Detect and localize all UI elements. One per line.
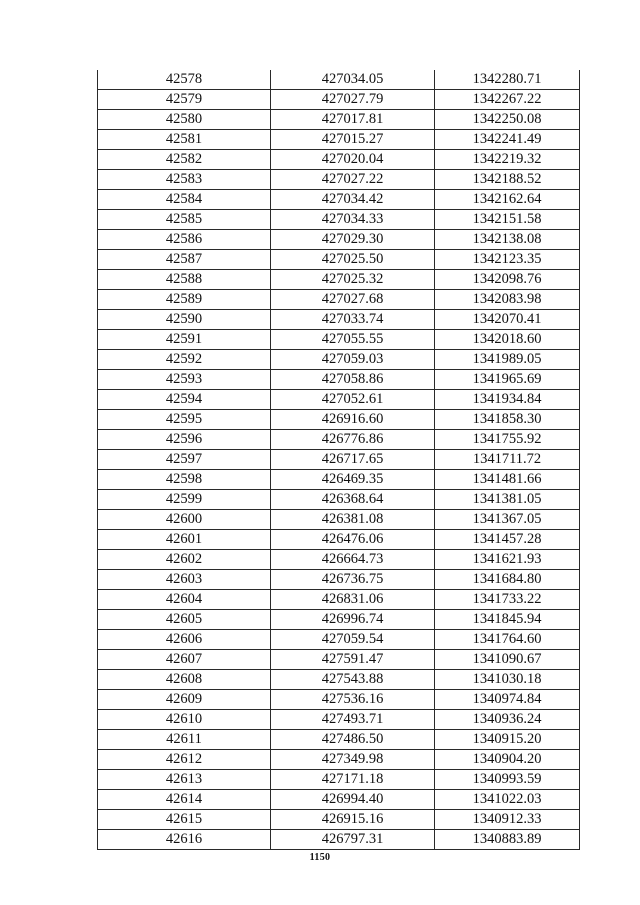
- table-row: [98, 150, 580, 170]
- y-coordinate-cell: 1341755.92: [435, 430, 580, 450]
- point-id-cell: 42608: [98, 670, 271, 690]
- x-coordinate-cell: 427025.32: [271, 270, 435, 290]
- x-coordinate-cell: 427543.88: [271, 670, 435, 690]
- x-coordinate-cell: 426996.74: [271, 610, 435, 630]
- point-id-cell: 42593: [98, 370, 271, 390]
- y-coordinate-cell: 1341858.30: [435, 410, 580, 430]
- y-coordinate-cell: 1342151.58: [435, 210, 580, 230]
- x-coordinate-cell: 426994.40: [271, 790, 435, 810]
- x-coordinate-cell: 426469.35: [271, 470, 435, 490]
- point-id-cell: 42613: [98, 770, 271, 790]
- y-coordinate-cell: 1341845.94: [435, 610, 580, 630]
- table-row: [98, 550, 580, 570]
- table-row: [98, 610, 580, 630]
- y-coordinate-cell: 1340904.20: [435, 750, 580, 770]
- point-id-cell: 42596: [98, 430, 271, 450]
- table-row: [98, 70, 580, 90]
- y-coordinate-cell: 1342098.76: [435, 270, 580, 290]
- table-row: [98, 450, 580, 470]
- x-coordinate-cell: 426476.06: [271, 530, 435, 550]
- table-row: [98, 270, 580, 290]
- x-coordinate-cell: 427027.79: [271, 90, 435, 110]
- x-coordinate-cell: 426368.64: [271, 490, 435, 510]
- x-coordinate-cell: 427591.47: [271, 650, 435, 670]
- x-coordinate-cell: 427171.18: [271, 770, 435, 790]
- point-id-cell: 42586: [98, 230, 271, 250]
- table-row: [98, 190, 580, 210]
- table-row: [98, 690, 580, 710]
- point-id-cell: 42589: [98, 290, 271, 310]
- table-row: [98, 90, 580, 110]
- table-row: [98, 130, 580, 150]
- point-id-cell: 42612: [98, 750, 271, 770]
- point-id-cell: 42602: [98, 550, 271, 570]
- coordinates-table-body: [98, 70, 580, 850]
- table-row: [98, 370, 580, 390]
- y-coordinate-cell: 1341481.66: [435, 470, 580, 490]
- table-row: [98, 650, 580, 670]
- x-coordinate-cell: 427059.54: [271, 630, 435, 650]
- y-coordinate-cell: 1342018.60: [435, 330, 580, 350]
- point-id-cell: 42615: [98, 810, 271, 830]
- x-coordinate-cell: 427034.42: [271, 190, 435, 210]
- x-coordinate-cell: 427052.61: [271, 390, 435, 410]
- table-row: [98, 750, 580, 770]
- x-coordinate-cell: 426717.65: [271, 450, 435, 470]
- y-coordinate-cell: 1341989.05: [435, 350, 580, 370]
- x-coordinate-cell: 426736.75: [271, 570, 435, 590]
- x-coordinate-cell: 427058.86: [271, 370, 435, 390]
- point-id-cell: 42584: [98, 190, 271, 210]
- point-id-cell: 42597: [98, 450, 271, 470]
- y-coordinate-cell: 1341030.18: [435, 670, 580, 690]
- y-coordinate-cell: 1342162.64: [435, 190, 580, 210]
- y-coordinate-cell: 1342241.49: [435, 130, 580, 150]
- y-coordinate-cell: 1340993.59: [435, 770, 580, 790]
- point-id-cell: 42585: [98, 210, 271, 230]
- point-id-cell: 42614: [98, 790, 271, 810]
- point-id-cell: 42588: [98, 270, 271, 290]
- point-id-cell: 42606: [98, 630, 271, 650]
- y-coordinate-cell: 1340915.20: [435, 730, 580, 750]
- x-coordinate-cell: 427349.98: [271, 750, 435, 770]
- point-id-cell: 42605: [98, 610, 271, 630]
- x-coordinate-cell: 426916.60: [271, 410, 435, 430]
- x-coordinate-cell: 426831.06: [271, 590, 435, 610]
- x-coordinate-cell: 427486.50: [271, 730, 435, 750]
- table-row: [98, 430, 580, 450]
- y-coordinate-cell: 1341934.84: [435, 390, 580, 410]
- x-coordinate-cell: 427027.22: [271, 170, 435, 190]
- point-id-cell: 42599: [98, 490, 271, 510]
- table-row: [98, 770, 580, 790]
- table-row: [98, 710, 580, 730]
- point-id-cell: 42581: [98, 130, 271, 150]
- y-coordinate-cell: 1340974.84: [435, 690, 580, 710]
- x-coordinate-cell: 426915.16: [271, 810, 435, 830]
- y-coordinate-cell: 1341764.60: [435, 630, 580, 650]
- table-row: [98, 810, 580, 830]
- y-coordinate-cell: 1341457.28: [435, 530, 580, 550]
- point-id-cell: 42579: [98, 90, 271, 110]
- point-id-cell: 42611: [98, 730, 271, 750]
- table-row: [98, 830, 580, 850]
- table-row: [98, 290, 580, 310]
- point-id-cell: 42583: [98, 170, 271, 190]
- table-row: [98, 250, 580, 270]
- x-coordinate-cell: 427020.04: [271, 150, 435, 170]
- point-id-cell: 42607: [98, 650, 271, 670]
- point-id-cell: 42595: [98, 410, 271, 430]
- y-coordinate-cell: 1341090.67: [435, 650, 580, 670]
- x-coordinate-cell: 427059.03: [271, 350, 435, 370]
- y-coordinate-cell: 1341965.69: [435, 370, 580, 390]
- table-row: [98, 350, 580, 370]
- point-id-cell: 42603: [98, 570, 271, 590]
- y-coordinate-cell: 1342070.41: [435, 310, 580, 330]
- x-coordinate-cell: 427034.33: [271, 210, 435, 230]
- y-coordinate-cell: 1341621.93: [435, 550, 580, 570]
- y-coordinate-cell: 1342280.71: [435, 70, 580, 90]
- y-coordinate-cell: 1342123.35: [435, 250, 580, 270]
- x-coordinate-cell: 427034.05: [271, 70, 435, 90]
- point-id-cell: 42598: [98, 470, 271, 490]
- table-row: [98, 110, 580, 130]
- point-id-cell: 42616: [98, 830, 271, 850]
- x-coordinate-cell: 427027.68: [271, 290, 435, 310]
- table-row: [98, 170, 580, 190]
- table-row: [98, 790, 580, 810]
- y-coordinate-cell: 1340912.33: [435, 810, 580, 830]
- x-coordinate-cell: 427029.30: [271, 230, 435, 250]
- x-coordinate-cell: 426797.31: [271, 830, 435, 850]
- x-coordinate-cell: 427055.55: [271, 330, 435, 350]
- y-coordinate-cell: 1341711.72: [435, 450, 580, 470]
- y-coordinate-cell: 1342267.22: [435, 90, 580, 110]
- y-coordinate-cell: 1340883.89: [435, 830, 580, 850]
- y-coordinate-cell: 1341367.05: [435, 510, 580, 530]
- y-coordinate-cell: 1342250.08: [435, 110, 580, 130]
- y-coordinate-cell: 1342219.32: [435, 150, 580, 170]
- coordinates-table: [97, 70, 580, 850]
- table-row: [98, 310, 580, 330]
- point-id-cell: 42600: [98, 510, 271, 530]
- table-row: [98, 330, 580, 350]
- point-id-cell: 42578: [98, 70, 271, 90]
- y-coordinate-cell: 1341022.03: [435, 790, 580, 810]
- point-id-cell: 42580: [98, 110, 271, 130]
- x-coordinate-cell: 427536.16: [271, 690, 435, 710]
- y-coordinate-cell: 1341381.05: [435, 490, 580, 510]
- y-coordinate-cell: 1341733.22: [435, 590, 580, 610]
- table-row: [98, 730, 580, 750]
- table-row: [98, 510, 580, 530]
- point-id-cell: 42587: [98, 250, 271, 270]
- x-coordinate-cell: 427017.81: [271, 110, 435, 130]
- table-row: [98, 670, 580, 690]
- table-row: [98, 570, 580, 590]
- table-row: [98, 590, 580, 610]
- point-id-cell: 42594: [98, 390, 271, 410]
- point-id-cell: 42604: [98, 590, 271, 610]
- point-id-cell: 42582: [98, 150, 271, 170]
- point-id-cell: 42609: [98, 690, 271, 710]
- y-coordinate-cell: 1342138.08: [435, 230, 580, 250]
- x-coordinate-cell: 426776.86: [271, 430, 435, 450]
- x-coordinate-cell: 427493.71: [271, 710, 435, 730]
- point-id-cell: 42591: [98, 330, 271, 350]
- y-coordinate-cell: 1341684.80: [435, 570, 580, 590]
- table-row: [98, 470, 580, 490]
- table-row: [98, 410, 580, 430]
- table-row: [98, 630, 580, 650]
- point-id-cell: 42590: [98, 310, 271, 330]
- table-row: [98, 530, 580, 550]
- y-coordinate-cell: 1342188.52: [435, 170, 580, 190]
- x-coordinate-cell: 427033.74: [271, 310, 435, 330]
- point-id-cell: 42592: [98, 350, 271, 370]
- table-row: [98, 490, 580, 510]
- point-id-cell: 42610: [98, 710, 271, 730]
- table-row: [98, 230, 580, 250]
- y-coordinate-cell: 1342083.98: [435, 290, 580, 310]
- x-coordinate-cell: 426381.08: [271, 510, 435, 530]
- table-row: [98, 390, 580, 410]
- x-coordinate-cell: 426664.73: [271, 550, 435, 570]
- x-coordinate-cell: 427015.27: [271, 130, 435, 150]
- page-number: 1150: [309, 852, 331, 863]
- point-id-cell: 42601: [98, 530, 271, 550]
- x-coordinate-cell: 427025.50: [271, 250, 435, 270]
- table-row: [98, 210, 580, 230]
- y-coordinate-cell: 1340936.24: [435, 710, 580, 730]
